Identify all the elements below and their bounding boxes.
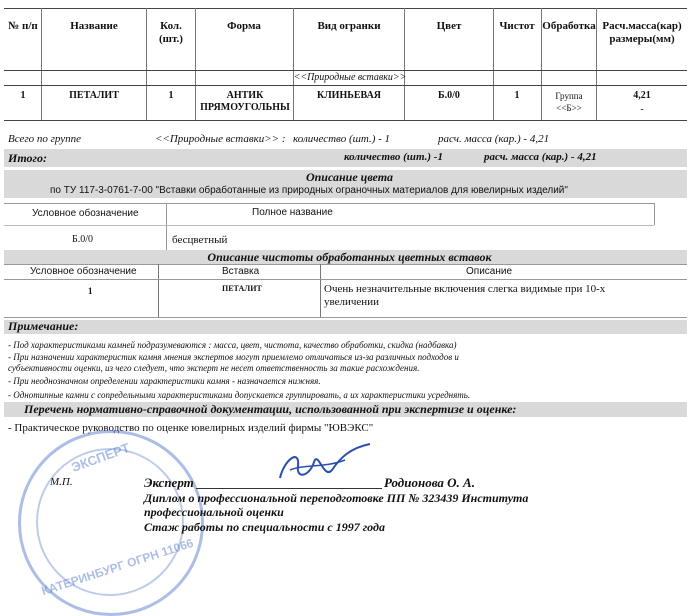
- experience-line: Стаж работы по специальности с 1997 года: [144, 520, 385, 534]
- row-shape: АНТИК ПРЯМОУГОЛЬНЫ: [200, 90, 290, 113]
- col-header-clarity: Чистот: [499, 20, 535, 32]
- col-header-name: Название: [70, 20, 118, 32]
- clarity-desc-title: Описание чистоты обработанных цветных вставок: [207, 250, 492, 264]
- clarity-col-code: Условное обозначение: [30, 266, 137, 277]
- color-name: бесцветный: [172, 234, 228, 246]
- row-qty: 1: [168, 90, 174, 101]
- group-label: <<Природные вставки>>: [293, 72, 407, 83]
- row-num: 1: [20, 90, 26, 101]
- color-code: Б.0/0: [72, 234, 94, 245]
- clarity-insert: ПЕТАЛИТ: [222, 284, 262, 293]
- row-color: Б.0/0: [438, 90, 460, 101]
- color-col-code: Условное обозначение: [32, 208, 139, 219]
- note-2: - При назначении характеристик камня мнения экспертов могут приемлемо отличаться из-за различных подходов и: [8, 352, 459, 362]
- row-cut: КЛИНЬЕВАЯ: [316, 90, 382, 101]
- color-col-name: Полное название: [252, 207, 333, 218]
- color-desc-title: Описание цвета: [305, 170, 394, 184]
- row-treatment: Группа <<Б>>: [555, 91, 583, 113]
- clarity-code: 1: [88, 286, 93, 296]
- note-1: - Под характеристиками камней подразумеваются : масса, цвет, чистота, качество обработки, скидка (надбавка): [8, 340, 457, 350]
- docs-title: Перечень нормативно-справочной документации, использованной при экспертизе и оценке:: [24, 402, 517, 416]
- notes-title: Примечание:: [8, 319, 79, 333]
- group-total-group: <<Природные вставки>> :: [155, 133, 286, 145]
- handwritten-signature: [270, 440, 380, 490]
- diploma-line-1: Диплом о профессиональной переподготовке ПП № 323439 Института: [144, 491, 529, 505]
- note-3: субъективности оценки, из чего следует, что эксперт не несет ответственность за такие расхождения.: [8, 363, 420, 373]
- clarity-desc-text: Очень незначительные включения слегка видимые при 10-х увеличении: [324, 283, 606, 308]
- col-header-cut: Вид огранки: [317, 20, 381, 32]
- col-header-qty: Кол. (шт.): [159, 20, 183, 45]
- expert-label: Эксперт: [144, 475, 194, 490]
- total-qty: количество (шт.) -1: [344, 151, 443, 163]
- group-total-mass: расч. масса (кар.) - 4,21: [438, 133, 550, 145]
- diploma-line-2: профессиональной оценки: [144, 505, 284, 519]
- total-mass: расч. масса (кар.) - 4,21: [484, 151, 597, 163]
- note-4: - При неоднозначном определении характеристики камня - назначается нижняя.: [8, 376, 321, 386]
- color-desc-subtitle: по ТУ 117-3-0761-7-00 "Вставки обработанные из природных ограночных материалов для ювелирных изделий": [50, 185, 568, 196]
- note-5: - Однотипные камни с сопредельными характеристиками допускается группировать, а их характеристики усреднять.: [8, 390, 471, 400]
- clarity-col-desc: Описание: [466, 266, 513, 277]
- group-total-qty: количество (шт.) - 1: [293, 133, 391, 145]
- expert-name: Родионова О. А.: [384, 475, 475, 490]
- group-total-label: Всего по группе: [8, 133, 82, 145]
- col-header-mass: Расч.масса(кар) размеры(мм): [602, 20, 682, 45]
- row-size: -: [640, 104, 644, 115]
- col-header-shape: Форма: [227, 20, 261, 32]
- clarity-col-insert: Вставка: [222, 266, 260, 277]
- col-header-treatment: Обработка: [542, 20, 596, 32]
- mp-label: М.П.: [50, 476, 73, 488]
- total-label: Итого:: [8, 151, 47, 165]
- row-name: ПЕТАЛИТ: [69, 90, 119, 101]
- row-clarity: 1: [514, 90, 520, 101]
- col-header-num: № п/п: [8, 20, 38, 32]
- row-mass: 4,21: [633, 90, 651, 101]
- docs-item: - Практическое руководство по оценке ювелирных изделий фирмы "ЮВЭКС": [8, 422, 374, 434]
- stamp-text-top: ЭКСПЕРТ: [69, 440, 132, 475]
- stamp-text-bottom: КАТЕРИНБУРГ ОГРН 11066: [39, 535, 196, 599]
- col-header-color: Цвет: [436, 20, 462, 32]
